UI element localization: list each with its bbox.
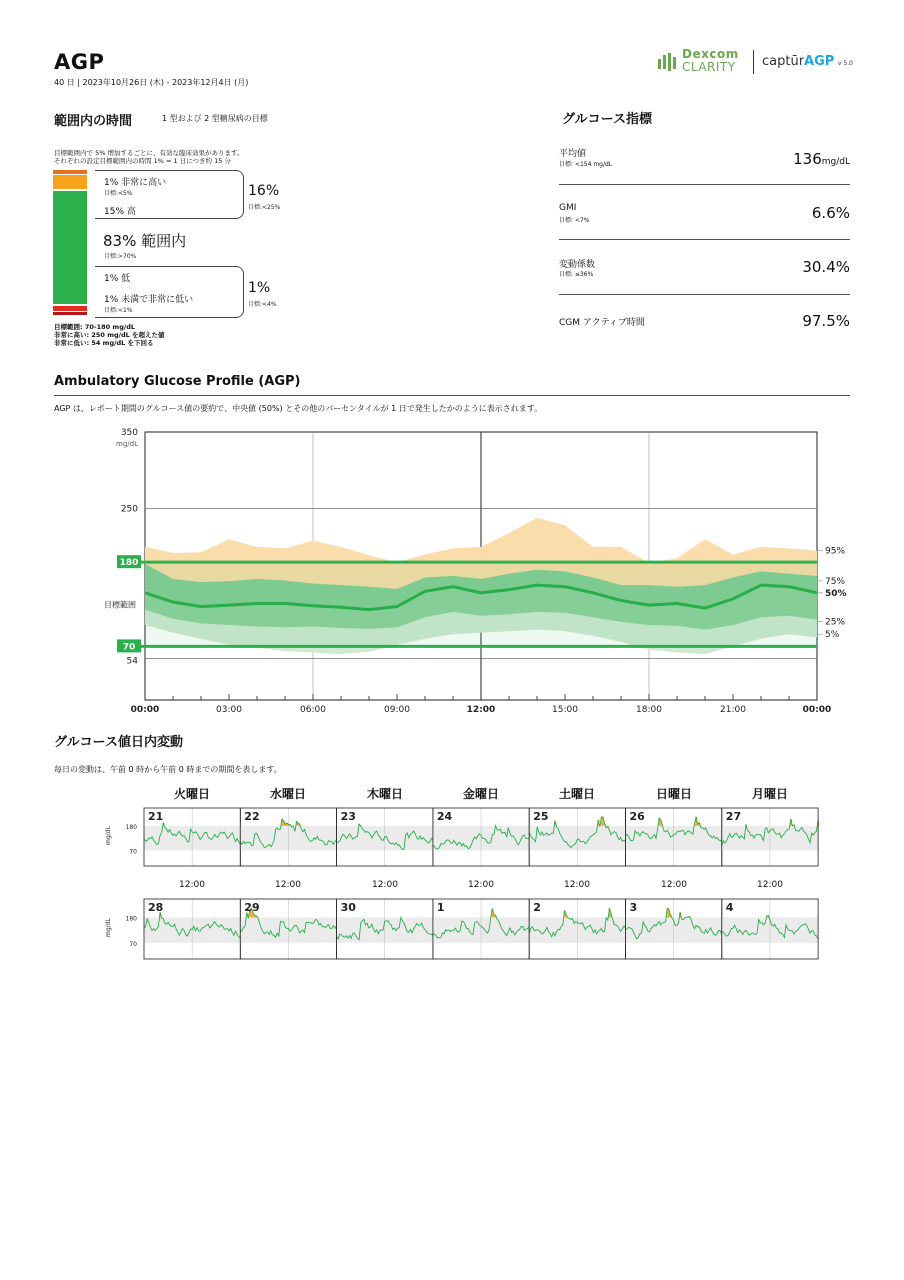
daily-heading: グルコース値日内変動 (54, 735, 183, 750)
weekday-label: 土曜日 (558, 787, 595, 801)
weekday-label: 水曜日 (269, 787, 306, 801)
agp-pct-label: 50% (825, 588, 847, 599)
daily-date-label: 25 (533, 810, 549, 823)
metric-goal: 目標: <7% (559, 217, 590, 224)
high-total: 16% (248, 183, 280, 199)
weekday-label: 木曜日 (366, 787, 403, 801)
very-high-label: 1% 非常に高い (104, 178, 167, 188)
agp-xtick-label: 03:00 (216, 705, 242, 715)
agp-xtick-label: 21:00 (720, 705, 746, 715)
metric-value: 30.4% (802, 258, 850, 276)
high-label: 15% 高 (104, 207, 136, 217)
tir-subheading: 1 型および 2 型糖尿病の目標 (162, 114, 268, 123)
noon-label: 12:00 (372, 880, 398, 890)
low-label: 1% 低 (104, 274, 131, 284)
very-high-goal: 目標:<5% (104, 190, 133, 197)
agp-xtick-label: 18:00 (636, 705, 662, 715)
daily-date-label: 30 (340, 901, 356, 914)
metric-goal: 目標: <154 mg/dL (559, 161, 613, 168)
low-total: 1% (248, 280, 271, 296)
tir-note-1: 目標範囲内で 5% 増加するごとに、有効な臨床効果があります。 (54, 149, 244, 157)
daily-date-label: 4 (725, 901, 734, 914)
agp-ytick-label: 350 (120, 428, 138, 438)
daily-yunit-label: mg/dL (105, 918, 112, 937)
agp-ytick-label: 70 (122, 642, 136, 653)
daily-date-label: 2 (533, 901, 541, 914)
tir-footer-2: 非常に高い: 250 mg/dL を超えた値 (54, 331, 165, 339)
noon-label: 12:00 (757, 880, 783, 890)
daily-date-label: 21 (148, 810, 164, 823)
logo-version: v 5.0 (838, 60, 853, 67)
very-low-label: 1% 未満で非常に低い (104, 295, 194, 305)
metric-value: 97.5% (802, 312, 850, 330)
agp-xtick-label: 15:00 (552, 705, 578, 715)
agp-pct-label: 5% (825, 630, 840, 641)
agp-ytick-label: 180 (119, 558, 139, 569)
daily-ytick-label: 70 (129, 848, 137, 856)
agp-yunit-label: mg/dL (116, 440, 138, 448)
metric-label: CGM アクティブ時間 (559, 318, 645, 328)
logo-captur-prefix: captūr (762, 54, 805, 69)
metric-value: 6.6% (811, 204, 850, 222)
agp-ytick-label: 250 (120, 504, 138, 515)
metric-unit: mg/dL (821, 157, 850, 167)
very-low-goal: 目標:<1% (104, 307, 133, 314)
daily-date-label: 28 (148, 901, 164, 914)
weekday-label: 日曜日 (655, 787, 692, 801)
daily-ytick-label: 180 (125, 915, 137, 923)
agp-ytick-label: 54 (126, 656, 138, 667)
daily-yunit-label: mg/dL (105, 826, 112, 845)
logo-dexcom: Dexcom (682, 47, 739, 61)
weekday-label: 金曜日 (462, 787, 499, 801)
daily-date-label: 26 (629, 810, 645, 823)
tir-footer-1: 目標範囲: 70-180 mg/dL (54, 323, 136, 331)
noon-label: 12:00 (179, 880, 205, 890)
noon-label: 12:00 (661, 880, 687, 890)
daily-description: 毎日の変動は、午前 0 時から午前 0 時までの期間を表します。 (54, 765, 282, 774)
agp-xtick-label: 06:00 (300, 705, 326, 715)
agp-xtick-label: 12:00 (466, 705, 496, 715)
logo-clarity: CLARITY (682, 60, 736, 74)
agp-pct-label: 25% (825, 617, 846, 628)
report-period: 40 日 | 2023年10月26日 (木) - 2023年12月4日 (月) (54, 78, 249, 87)
daily-date-label: 22 (244, 810, 260, 823)
daily-date-label: 27 (725, 810, 742, 823)
agp-heading: Ambulatory Glucose Profile (AGP) (54, 374, 301, 389)
agp-pct-label: 95% (825, 546, 846, 557)
tir-footer-3: 非常に低い: 54 mg/dL を下回る (54, 339, 154, 347)
agp-pct-label: 75% (825, 576, 846, 587)
agp-xtick-label: 00:00 (130, 705, 160, 715)
high-total-goal: 目標:<25% (248, 204, 281, 211)
weekday-label: 月曜日 (751, 787, 788, 801)
low-total-goal: 目標:<4% (248, 301, 277, 308)
daily-date-label: 3 (629, 901, 638, 914)
noon-label: 12:00 (275, 880, 301, 890)
noon-label: 12:00 (564, 880, 590, 890)
metric-label: 平均値 (559, 149, 587, 159)
daily-ytick-label: 70 (129, 940, 137, 948)
agp-xtick-label: 09:00 (384, 705, 410, 715)
weekday-label: 火曜日 (173, 787, 210, 801)
daily-date-label: 1 (436, 901, 445, 914)
metric-goal: 目標: ≤36% (559, 271, 594, 278)
noon-label: 12:00 (468, 880, 494, 890)
daily-date-label: 29 (244, 901, 260, 914)
agp-xtick-label: 00:00 (802, 705, 832, 715)
daily-date-label: 23 (340, 810, 356, 823)
in-range-goal: 目標:>70% (104, 253, 137, 260)
daily-ytick-label: 180 (125, 823, 137, 831)
tir-note-2: それぞれの設定目標範囲内の時間 1% = 1 日につき約 15 分 (54, 157, 231, 165)
metric-label: GMI (559, 203, 577, 213)
metrics-heading: グルコース指標 (562, 112, 652, 127)
metric-value-number: 136 (793, 150, 822, 168)
tir-heading: 範囲内の時間 (54, 114, 133, 129)
agp-description: AGP は、レポート期間のグルコース値の要約で、中央値 (50%) とその他のパーセンタイルが 1 日で発生したかのように表示されます。 (54, 404, 543, 413)
agp-target-label: 目標範囲 (104, 600, 136, 610)
in-range-label: 83% 範囲内 (103, 232, 187, 250)
daily-date-label: 24 (436, 810, 453, 823)
logo-captur-agp: AGP (804, 54, 835, 69)
metric-label: 変動係数 (559, 260, 596, 270)
page-title: AGP (54, 50, 105, 74)
